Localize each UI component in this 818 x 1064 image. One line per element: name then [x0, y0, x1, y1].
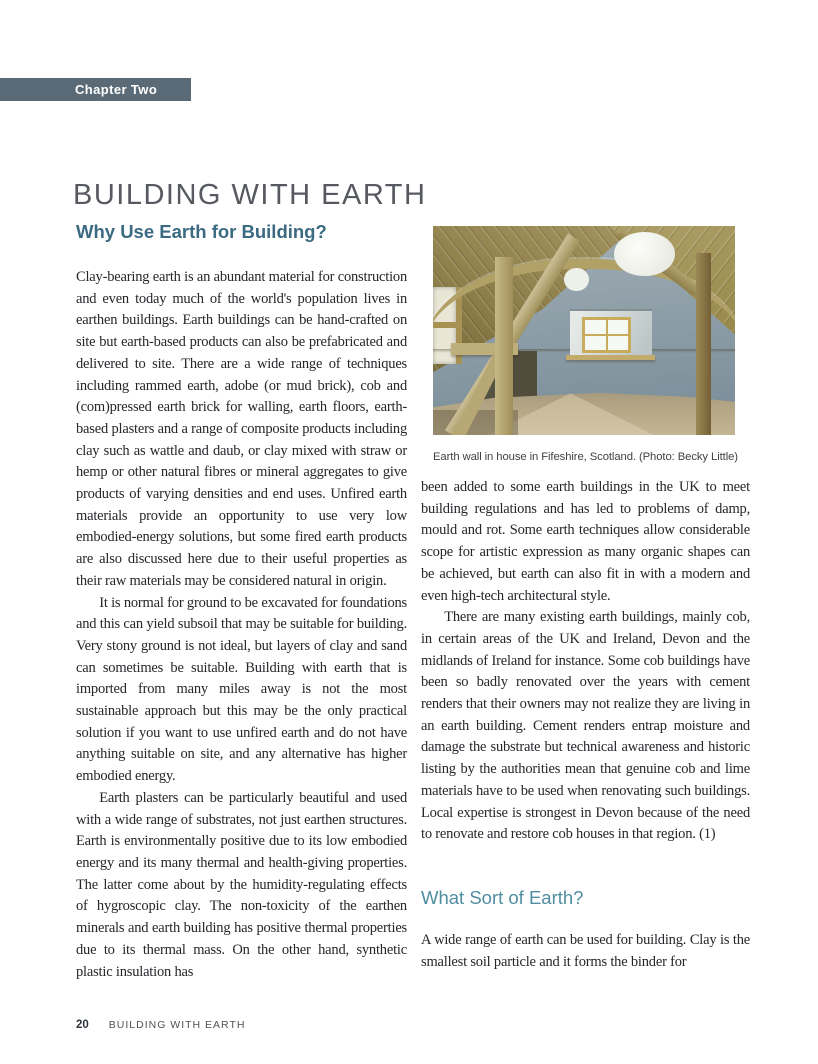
photo-timber-post-left	[495, 257, 513, 435]
photo-timber-post-right	[696, 253, 711, 435]
right-column	[421, 477, 750, 973]
chapter-label: Chapter Two	[75, 82, 158, 97]
paragraph: Earth plasters can be particularly beautiful and used with a wide range of substrates, not just earthen structures. Earth is environmentally positive due to its low embodied energy and its many thermal and health-giving properties. The latter come about by the humidity-regulating effects of hygroscopic clay. The non-toxicity of the earthen minerals and earth building has positive thermal properties due to its thermal mass. On the other hand, synthetic plastic insulation has	[76, 789, 407, 980]
paragraph: A wide range of earth can be used for building. Clay is the smallest soil particle and it forms the binder for	[421, 931, 750, 970]
page-footer	[76, 1019, 245, 1031]
paragraph: It is normal for ground to be excavated for foundations and this can yield subsoil that may be suitable for building. Very stony ground is not ideal, but layers of clay and sand can sometimes be suitable. Building with earth that is imported from many miles away is not the most sustainable approach but this may be the only practical solution if you want to use unfired earth and do not have anything suitable on site, and any alternative has higher embodied energy.	[76, 594, 407, 785]
paragraph: There are many existing earth buildings, mainly cob, in certain areas of the UK and Ireland, Devon and the midlands of Ireland for instance. Some cob buildings have been so badly renovated over the years with cement renders that their owners may not realize they are living in an earth building. Cement renders entrap moisture and damage the substrate but technical awareness and historic listing by the authorities mean that genuine cob and lime materials have to be used when renovating such buildings. Local expertise is strongest in Devon because of the need to renovate and restore cob houses in that region. (1)	[421, 609, 750, 843]
paragraph: been added to some earth buildings in the UK to meet building regulations and has led to problems of damp, mould and rot. Some earth techniques allow considerable scope for artistic expression as many organic shapes can be achieved, but earth can also fit in with a modern and even high-tech architectural style.	[421, 479, 750, 604]
footer-book-title: BUILDING WITH EARTH	[108, 1019, 246, 1031]
earth-wall-photo	[433, 226, 735, 435]
photo-caption: Earth wall in house in Fifeshire, Scotland. (Photo: Becky Little)	[433, 451, 738, 463]
chapter-tag	[0, 78, 191, 101]
page-number: 20	[76, 1019, 89, 1031]
photo-window-frame	[582, 317, 630, 354]
photo-paper-lantern-small	[564, 268, 588, 291]
photo-window-sill	[566, 355, 655, 360]
section-heading-why-use-earth: Why Use Earth for Building?	[76, 221, 327, 242]
paragraph: Clay-bearing earth is an abundant material for construction and even today much of the world's population lives in earthen buildings. Earth buildings can be hand-crafted on site but earth-based products can also be prefabricated and delivered to site. There are a wide range of techniques including rammed earth, adobe (or mud brick), cob and (com)pressed earth brick for walling, earth floors, earth-based plasters and a range of composite products including clay such as wattle and daub, or clay mixed with straw or hemp or other natural fibres or mineral aggregates to give products of varying densities and end uses. Unfired earth materials provide an opportunity to use very low embodied-energy solutions, but some fired earth products are also discussed here due to their useful properties as their raw materials may be considered natural in origin.	[76, 269, 407, 589]
section-heading-what-sort-of-earth: What Sort of Earth?	[421, 886, 584, 908]
page-title: BUILDING WITH EARTH	[73, 179, 427, 212]
left-column	[76, 221, 407, 983]
photo-paper-lantern-large	[614, 232, 674, 276]
